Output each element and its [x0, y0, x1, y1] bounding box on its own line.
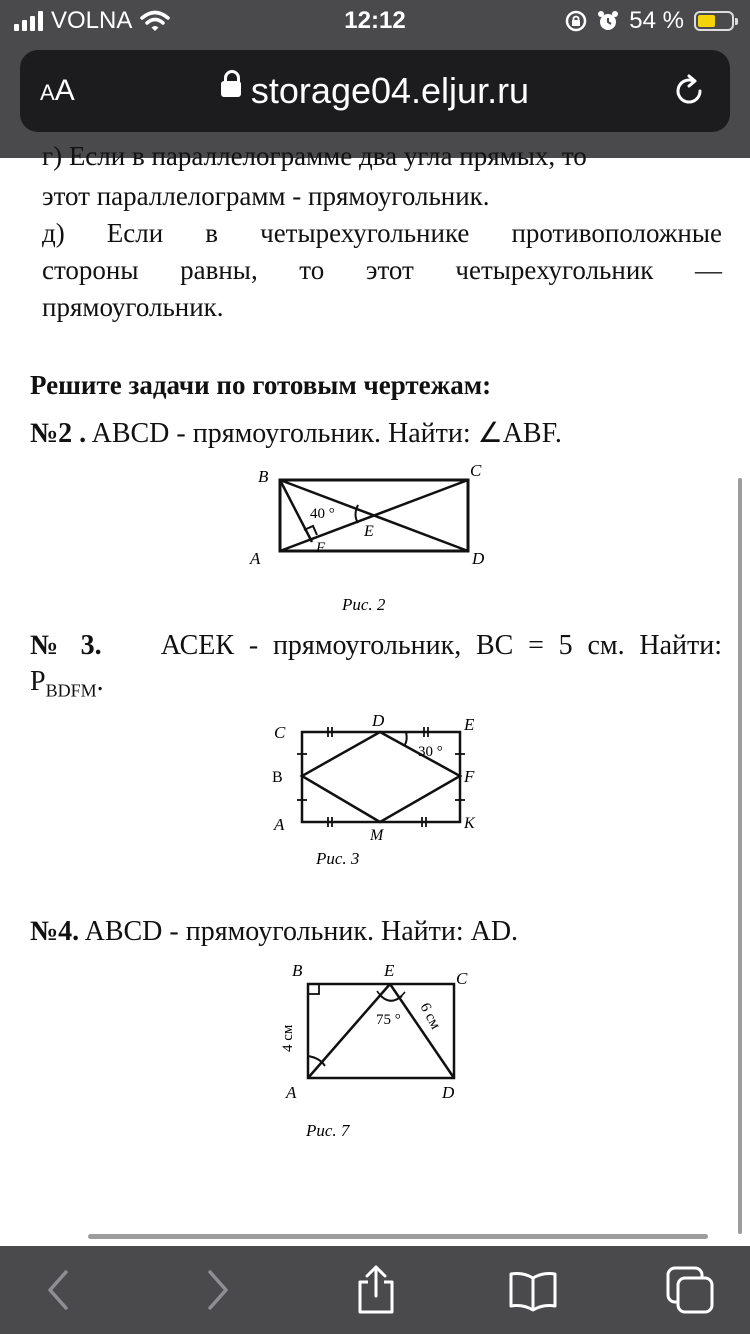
fig2-label-e: E: [364, 523, 374, 540]
fig3-angle-arc: [404, 732, 407, 746]
fig4-label-b: B: [292, 961, 303, 980]
fig3-label-k: K: [464, 815, 475, 832]
fig3-label-b: B: [272, 769, 283, 786]
fig3-label-f: F: [464, 767, 475, 786]
problem-4-number: №4.: [30, 916, 80, 947]
fig4-side-left-label: 4 см: [280, 1024, 296, 1052]
text-line-3: д) Если в четырехугольнике противоположные: [42, 218, 722, 248]
status-bar: [0, 0, 750, 44]
alarm-icon: [597, 10, 619, 32]
lock-icon: [221, 81, 241, 97]
status-right: [565, 7, 734, 35]
fig4-label-e: E: [384, 961, 395, 980]
problem-2-number: №2 .: [30, 418, 87, 449]
text-line-2: этот параллелограмм - прямоугольник.: [42, 181, 490, 211]
text-line-1: г) Если в параллелограмме два угла прямых, то: [42, 141, 587, 171]
horizontal-scrollbar[interactable]: [88, 1234, 708, 1239]
reload-icon[interactable]: [672, 74, 706, 108]
tasks-heading: Решите задачи по готовым чертежам:: [30, 370, 492, 400]
fig3-caption: Рис. 3: [316, 849, 360, 868]
fig4-angle-label: 75 °: [376, 1012, 401, 1028]
forward-icon[interactable]: [190, 1264, 242, 1316]
fig4-label-a: A: [286, 1083, 297, 1102]
problem-3-perimeter: [30, 664, 722, 709]
fig2-angle-arc: [356, 505, 359, 523]
problem-4: [30, 914, 722, 950]
problem-2-text: ABCD - прямоугольник. Найти: ∠ABF.: [91, 418, 562, 449]
fig4-caption: Рис. 7: [306, 1121, 350, 1140]
perimeter-end: .: [96, 666, 104, 697]
problem-2: [30, 416, 722, 452]
fig4-segment-ae: [308, 984, 390, 1078]
fig4-rect: [308, 984, 454, 1078]
fig4-label-d: D: [442, 1083, 455, 1102]
perimeter-subscript: BDFM: [45, 680, 97, 701]
page-content: [0, 140, 750, 1246]
text-line-5: прямоугольник.: [42, 292, 224, 322]
tabs-icon[interactable]: [664, 1264, 716, 1316]
fig2-label-d: D: [472, 549, 485, 568]
url-text: storage04.eljur.ru: [250, 70, 530, 111]
bookmarks-icon[interactable]: [507, 1264, 559, 1316]
orientation-lock-icon: [565, 10, 587, 32]
url-display[interactable]: [20, 70, 730, 112]
fig2-label-c: C: [470, 461, 482, 480]
fig4-right-angle-mark: [308, 984, 319, 994]
vertical-scrollbar[interactable]: [738, 478, 742, 1234]
fig2-angle-label: 40 °: [310, 506, 335, 522]
battery-percent: 54 %: [629, 7, 684, 34]
share-icon[interactable]: [350, 1264, 402, 1316]
carrier-name: VOLNA: [51, 7, 133, 34]
figure-4: [270, 958, 490, 1144]
fig4-side-diag-label: 6 см: [416, 1000, 444, 1033]
text-size-button[interactable]: AA: [40, 74, 75, 107]
text-line-4: стороны равны, то этот четырехугольник —: [42, 255, 722, 285]
back-icon[interactable]: [34, 1264, 86, 1316]
figure-2: [240, 460, 500, 620]
perimeter-symbol: P: [30, 666, 46, 697]
figure-3: [260, 708, 500, 872]
fig3-angle-label: 30 °: [418, 744, 443, 760]
fig3-label-a: A: [274, 815, 285, 834]
fig4-label-c: C: [456, 969, 468, 988]
browser-toolbar: [0, 1246, 750, 1334]
fig3-label-m: M: [370, 827, 384, 844]
battery-icon: [694, 11, 734, 31]
fig2-label-b: B: [258, 467, 269, 486]
problem-3-text: АСЕК - прямоугольник, ВС = 5 см. Найти:: [160, 630, 722, 661]
problem-3-number: № 3.: [30, 630, 102, 661]
fig3-tick-marks: [297, 727, 465, 827]
problem-4-text: ABCD - прямоугольник. Найти: AD.: [84, 916, 519, 947]
fig2-caption: Рис. 2: [342, 595, 386, 614]
fig2-label-f: F: [316, 540, 326, 556]
fig3-label-d: D: [372, 711, 385, 730]
problem-3: [30, 628, 722, 664]
clock: 12:12: [344, 7, 406, 34]
fig3-label-c: C: [274, 723, 286, 742]
fig2-label-a: A: [250, 549, 261, 568]
address-bar[interactable]: [20, 50, 730, 132]
battery-level: [698, 15, 715, 27]
fig3-label-e: E: [464, 715, 475, 734]
